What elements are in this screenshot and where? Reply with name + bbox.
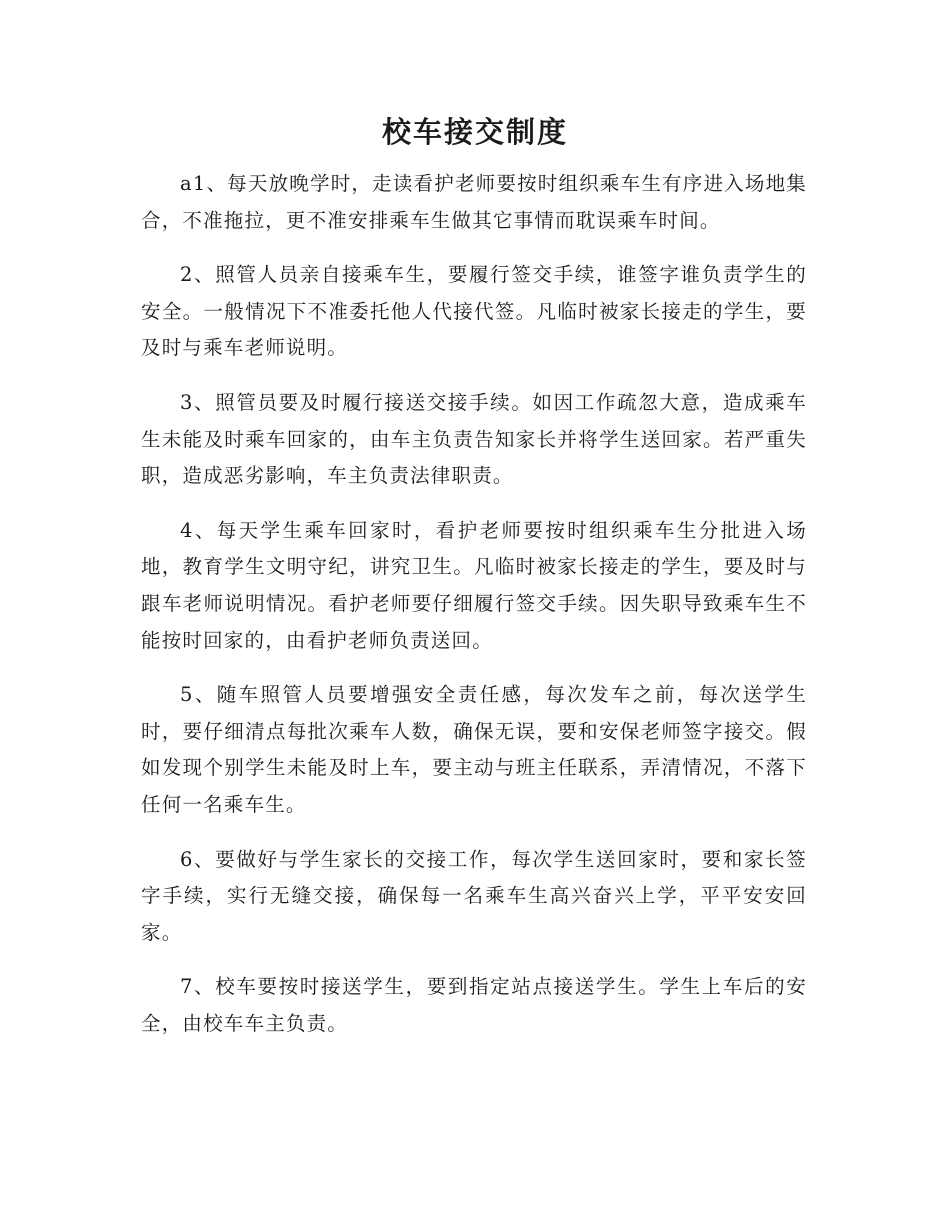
- paragraph-1: a1、每天放晚学时，走读看护老师要按时组织乘车生有序进入场地集合，不准拖拉，更不准安排乘车生做其它事情而耽误乘车时间。: [141, 172, 807, 232]
- paragraph-2: 2、照管人员亲自接乘车生，要履行签交手续，谁签字谁负责学生的安全。一般情况下不准委托他人代接代签。凡临时被家长接走的学生，要及时与乘车老师说明。: [141, 263, 807, 360]
- paragraph-3: 3、照管员要及时履行接送交接手续。如因工作疏忽大意，造成乘车生未能及时乘车回家的，由车主负责告知家长并将学生送回家。若严重失职，造成恶劣影响，车主负责法律职责。: [141, 390, 807, 488]
- paragraph-5: 5、随车照管人员要增强安全责任感，每次发车之前，每次送学生时，要仔细清点每批次乘车人数，确保无误，要和安保老师签字接交。假如发现个别学生未能及时上车，要主动与班主任联系，弄清情况，不落下任何一名乘车生。: [141, 683, 807, 816]
- paragraph-6: 6、要做好与学生家长的交接工作，每次学生送回家时，要和家长签字手续，实行无缝交接，确保每一名乘车生高兴奋兴上学，平平安安回家。: [141, 847, 807, 944]
- paragraph-4: 4、每天学生乘车回家时，看护老师要按时组织乘车生分批进入场地，教育学生文明守纪，讲究卫生。凡临时被家长接走的学生，要及时与跟车老师说明情况。看护老师要仔细履行签交手续。因失职导致乘车生不能按时回家的，由看护老师负责送回。: [141, 518, 807, 652]
- document-title: 校车接交制度: [381, 115, 568, 149]
- document-body: [141, 166, 807, 1060]
- paragraph-7: 7、校车要按时接送学生，要到指定站点接送学生。学生上车后的安全，由校车车主负责。: [141, 975, 807, 1035]
